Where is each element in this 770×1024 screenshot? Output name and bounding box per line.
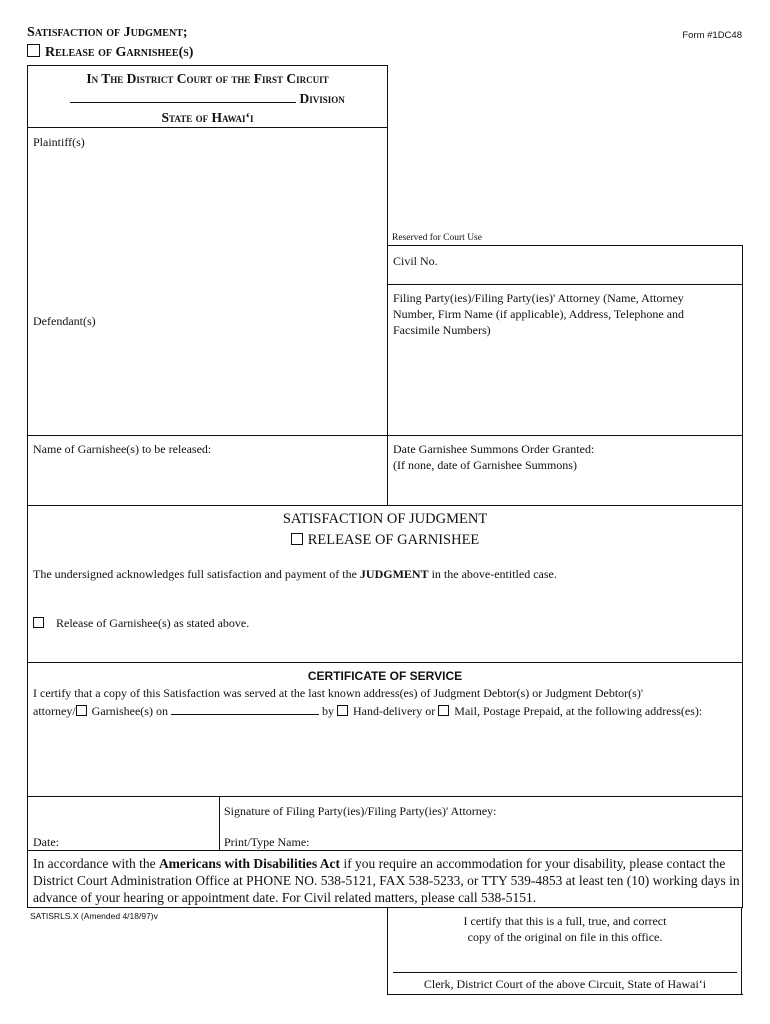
release-heading-checkbox[interactable] xyxy=(291,533,303,545)
release-row xyxy=(33,615,249,631)
garnishee-divider xyxy=(27,435,388,436)
cert-garnishee-checkbox[interactable] xyxy=(76,705,87,716)
release-garnishee-checkbox[interactable] xyxy=(33,617,44,628)
certificate-heading: CERTIFICATE OF SERVICE xyxy=(307,669,463,683)
certificate-divider xyxy=(27,662,743,663)
release-heading-row xyxy=(27,532,743,549)
print-name-label: Print/Type Name: xyxy=(224,835,310,849)
division-label: Division xyxy=(299,91,345,106)
cert-attorney-text: attorney/ xyxy=(33,704,76,718)
hand-delivery-text: Hand-delivery or xyxy=(352,704,436,718)
garnishee-name-label: Name of Garnishee(s) to be released: xyxy=(33,442,212,456)
form-title xyxy=(27,24,188,41)
ada-before: In accordance with the xyxy=(33,856,156,871)
division-blank[interactable] xyxy=(70,90,296,103)
division-row xyxy=(27,90,388,107)
clerk-box-bottom xyxy=(387,994,743,995)
cert-by-text: by xyxy=(321,704,334,718)
ack-before: The undersigned acknowledges full satisfaction and payment of the xyxy=(33,567,357,581)
form-title-line2: Release of Garnishee(s) xyxy=(45,45,194,60)
ada-after: if you require an accommodation for your disability, please contact the District Court Administration Office at PHONE NO. 538-5121, FAX 538-5233, or TTY 539-4853 at least ten (10) working days in advance of your hearing or appointment date. For Civil related matters, please call 538-5151. xyxy=(33,856,740,905)
mail-text: Mail, Postage Prepaid, at the following address(es): xyxy=(454,704,703,718)
civil-no-divider xyxy=(387,284,743,285)
reserved-court-use-label: Reserved for Court Use xyxy=(392,233,482,243)
signature-top-divider xyxy=(27,796,743,797)
defendant-label: Defendant(s) xyxy=(33,314,96,328)
ack-bold: JUDGMENT xyxy=(359,567,429,581)
ada-bold: Americans with Disabilities Act xyxy=(158,856,341,871)
clerk-label: Clerk, District Court of the above Circuit, State of Hawai‘i xyxy=(423,977,707,991)
form-number: Form #1DC48 xyxy=(682,30,742,41)
civil-no-label: Civil No. xyxy=(393,254,438,268)
hand-delivery-checkbox[interactable] xyxy=(337,705,348,716)
release-heading: RELEASE OF GARNISHEE xyxy=(307,532,480,548)
certificate-line1: I certify that a copy of this Satisfaction was served at the last known address(es) of Judgment Debtor(s) or Judgment Debtor(s)' xyxy=(33,686,644,700)
mail-checkbox[interactable] xyxy=(438,705,449,716)
certify-line1: I certify that this is a full, true, and correct xyxy=(463,914,667,928)
release-garnishee-label: Release of Garnishee(s) as stated above. xyxy=(56,616,250,630)
ack-after: in the above-entitled case. xyxy=(431,567,557,581)
ada-divider xyxy=(27,850,743,851)
summons-divider xyxy=(387,435,743,436)
cert-garnishee-text: Garnishee(s) on xyxy=(91,704,168,718)
form-title-line2-row xyxy=(27,44,193,61)
signature-vertical-divider xyxy=(219,796,220,850)
state-name: State of Hawai‘i xyxy=(161,110,254,125)
summons-date-line2: (If none, date of Garnishee Summons) xyxy=(393,458,577,472)
summons-date-line1: Date Garnishee Summons Order Granted: xyxy=(393,442,595,456)
acknowledgment-text xyxy=(33,566,557,582)
filing-party-label: Filing Party(ies)/Filing Party(ies)' Attorney (Name, Attorney Number, Firm Name (if applicable), Address, Telephone and Facsimile Numbers) xyxy=(393,291,685,337)
plaintiff-label: Plaintiff(s) xyxy=(33,135,85,149)
clerk-signature-line xyxy=(393,972,737,973)
form-title-line1: Satisfaction of Judgment; xyxy=(27,25,188,40)
satisfaction-heading: SATISFACTION OF JUDGMENT xyxy=(282,511,488,527)
signature-label: Signature of Filing Party(ies)/Filing Party(ies)' Attorney: xyxy=(224,804,497,818)
service-date-blank[interactable] xyxy=(171,703,319,715)
revision-code: SATISRLS.X (Amended 4/18/97)v xyxy=(30,911,158,921)
ada-notice xyxy=(33,855,741,906)
certificate-line2 xyxy=(33,703,702,719)
court-name: In The District Court of the First Circuit xyxy=(86,71,329,86)
certify-copy-text xyxy=(387,913,743,945)
release-title-checkbox[interactable] xyxy=(27,44,40,57)
date-label: Date: xyxy=(33,835,59,849)
certify-line2: copy of the original on file in this office. xyxy=(467,930,663,944)
summons-date-label xyxy=(393,441,594,473)
